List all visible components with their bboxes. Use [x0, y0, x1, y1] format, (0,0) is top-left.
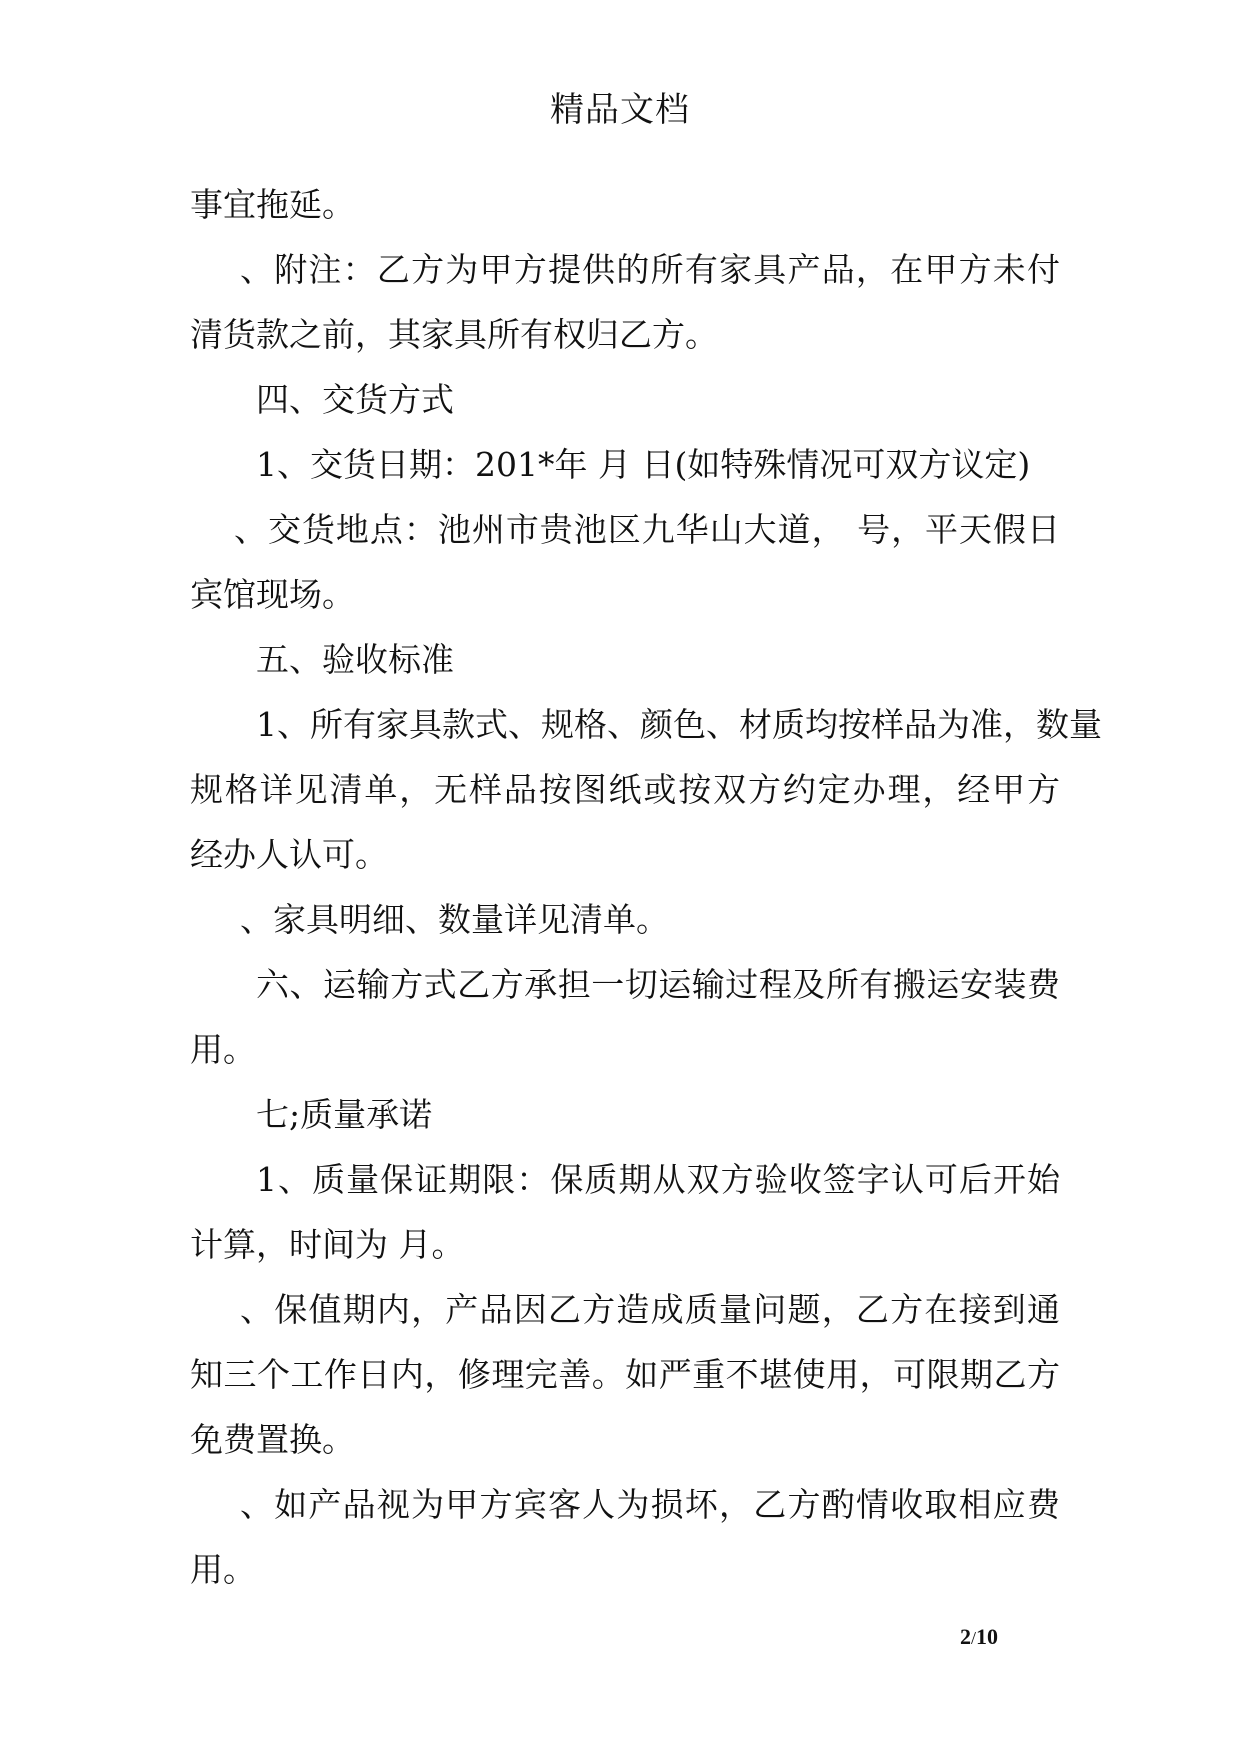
text-line: 计算，时间为 月。	[190, 1225, 465, 1264]
text-line: 用。	[190, 1030, 256, 1069]
document-body	[190, 172, 1102, 1602]
text-line: 规格详见清单，无样品按图纸或按双方约定办理，经甲方	[190, 770, 1060, 809]
text-line: 用。	[190, 1550, 256, 1589]
text-line: 1、所有家具款式、规格、颜色、材质均按样品为准，数量	[256, 705, 1102, 744]
text-line: 清货款之前，其家具所有权归乙方。	[190, 315, 718, 354]
text-line: 六、运输方式乙方承担一切运输过程及所有搬运安装费	[256, 965, 1060, 1004]
current-page: 2	[960, 1624, 971, 1649]
text-line: 、附注：乙方为甲方提供的所有家具产品，在甲方未付	[240, 250, 1060, 289]
text-line: 1、交货日期：201*年 月 日(如特殊情况可双方议定)	[256, 445, 1031, 484]
text-line: 、如产品视为甲方宾客人为损坏，乙方酌情收取相应费	[240, 1485, 1060, 1524]
text-line: 事宜拖延。	[190, 185, 355, 224]
text-line: 、家具明细、数量详见清单。	[240, 900, 669, 939]
text-line: 、交货地点：池州市贵池区九华山大道， 号，平天假日	[234, 510, 1060, 549]
text-line: 、保值期内，产品因乙方造成质量问题，乙方在接到通	[240, 1290, 1060, 1329]
text-line: 经办人认可。	[190, 835, 388, 874]
text-line: 知三个工作日内，修理完善。如严重不堪使用，可限期乙方	[190, 1355, 1060, 1394]
page-separator: /	[971, 1628, 977, 1648]
text-line: 五、验收标准	[256, 640, 454, 679]
text-line: 1、质量保证期限：保质期从双方验收签字认可后开始	[256, 1160, 1060, 1199]
text-line: 宾馆现场。	[190, 575, 355, 614]
text-line: 四、交货方式	[256, 380, 454, 419]
page-number	[960, 1624, 998, 1650]
text-line: 七;质量承诺	[256, 1095, 433, 1134]
page-header-title: 精品文档	[550, 90, 690, 130]
text-line: 免费置换。	[190, 1420, 355, 1459]
total-pages: 10	[976, 1624, 999, 1649]
